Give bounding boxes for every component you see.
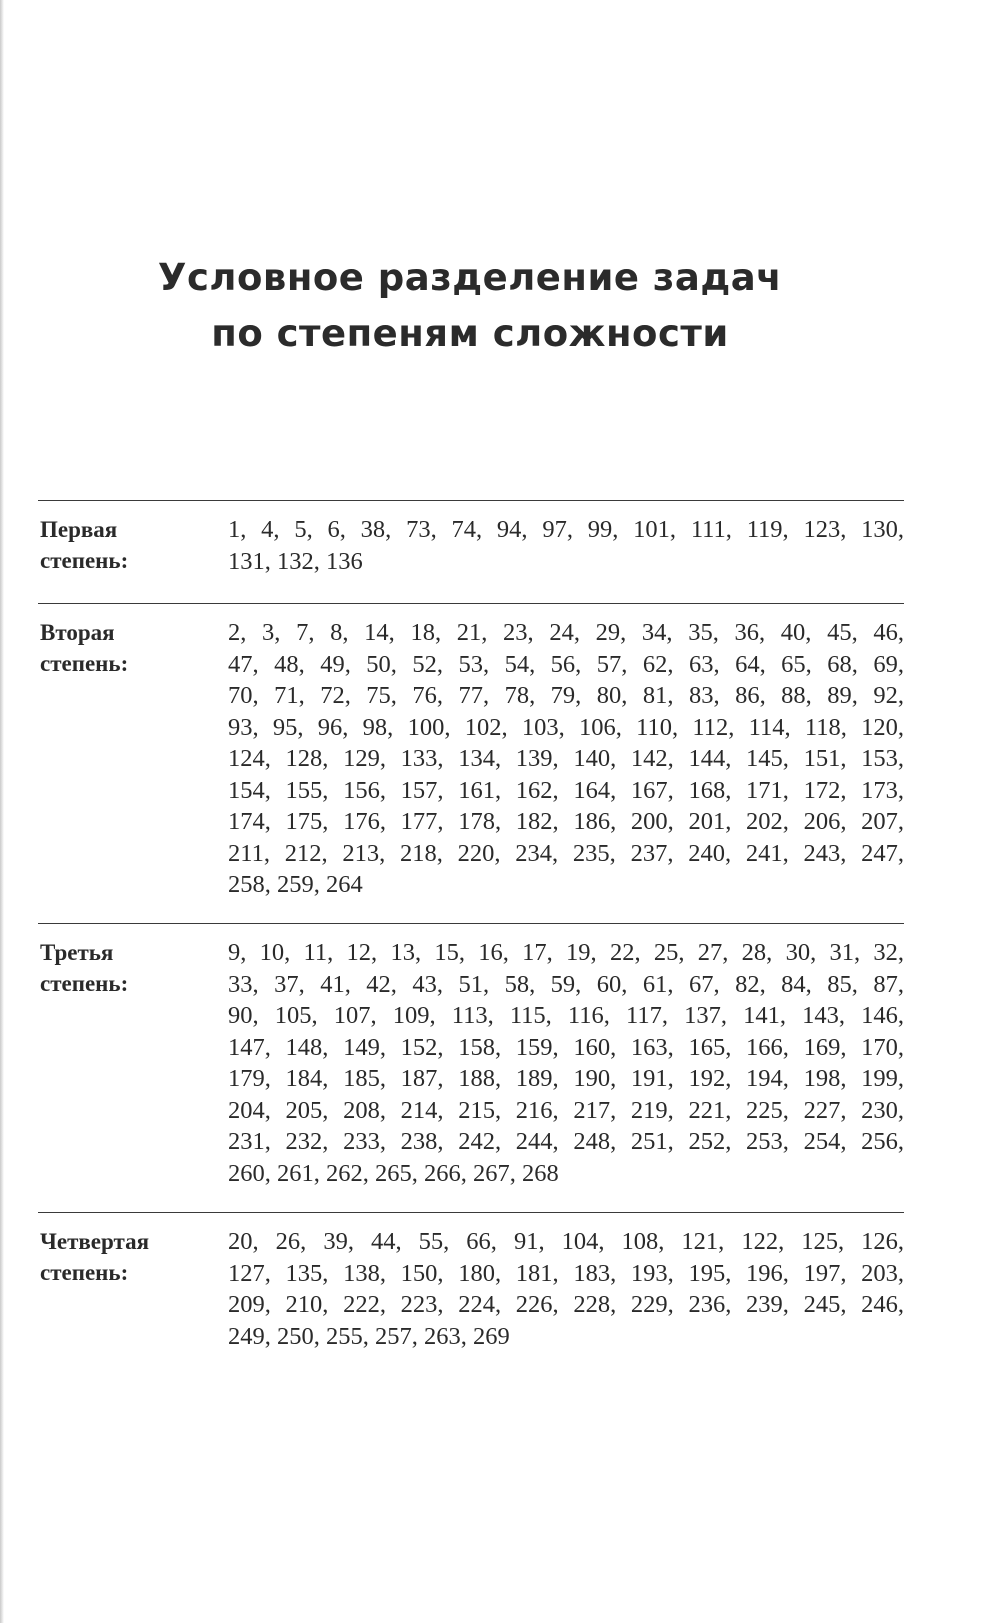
section-label [40, 514, 210, 576]
numbers-line: 231, 232, 233, 238, 242, 244, 248, 251, 252, 253, 254, 256, [228, 1128, 904, 1155]
numbers-line: 154, 155, 156, 157, 161, 162, 164, 167, 168, 171, 172, 173, [228, 776, 904, 804]
problem-numbers [228, 1226, 904, 1352]
numbers-line: 70, 71, 72, 75, 76, 77, 78, 79, 80, 81, 83, 86, 88, 89, 92, [228, 682, 904, 709]
section-label [40, 1226, 210, 1288]
section-divider [38, 603, 904, 604]
numbers-line: 9, 10, 11, 12, 13, 15, 16, 17, 19, 22, 25, 27, 28, 30, 31, 32, [228, 939, 904, 966]
page-edge-shadow [0, 0, 4, 1623]
section-divider [38, 923, 904, 924]
numbers-line: 1, 4, 5, 6, 38, 73, 74, 94, 97, 99, 101, 111, 119, 123, 130, [228, 516, 904, 543]
numbers-line: 211, 212, 213, 218, 220, 234, 235, 237, 240, 241, 243, 247, [228, 839, 904, 867]
section-divider [38, 500, 904, 501]
numbers-line: 47, 48, 49, 50, 52, 53, 54, 56, 57, 62, 63, 64, 65, 68, 69, [228, 650, 904, 678]
numbers-line: 127, 135, 138, 150, 180, 181, 183, 193, 195, 196, 197, 203, [228, 1259, 904, 1287]
section-label-line-2: степень: [40, 971, 129, 996]
section-label-line-1: Первая [40, 517, 118, 542]
numbers-line: 90, 105, 107, 109, 113, 115, 116, 117, 137, 141, 143, 146, [228, 1002, 904, 1029]
section-label-line-2: степень: [40, 651, 129, 676]
numbers-line: 93, 95, 96, 98, 100, 102, 103, 106, 110, 112, 114, 118, 120, [228, 713, 904, 741]
title-line-2: по степеням сложности [211, 312, 729, 355]
numbers-line: 147, 148, 149, 152, 158, 159, 160, 163, 165, 166, 169, 170, [228, 1033, 904, 1061]
numbers-line: 174, 175, 176, 177, 178, 182, 186, 200, 201, 202, 206, 207, [228, 808, 904, 835]
section-label-line-1: Третья [40, 940, 114, 965]
numbers-line: 20, 26, 39, 44, 55, 66, 91, 104, 108, 121, 122, 125, 126, [228, 1228, 904, 1255]
numbers-line: 33, 37, 41, 42, 43, 51, 58, 59, 60, 61, 67, 82, 84, 85, 87, [228, 970, 904, 998]
section-label [40, 617, 210, 679]
numbers-line: 249, 250, 255, 257, 263, 269 [228, 1322, 510, 1350]
numbers-line: 258, 259, 264 [228, 871, 363, 898]
page-title [0, 250, 940, 362]
problem-numbers [228, 514, 904, 577]
numbers-line: 131, 132, 136 [228, 547, 363, 575]
numbers-line: 209, 210, 222, 223, 224, 226, 228, 229, 236, 239, 245, 246, [228, 1291, 904, 1318]
problem-numbers [228, 617, 904, 901]
section-label-line-1: Вторая [40, 620, 115, 645]
numbers-line: 2, 3, 7, 8, 14, 18, 21, 23, 24, 29, 34, 35, 36, 40, 45, 46, [228, 619, 904, 646]
section-label-line-2: степень: [40, 548, 129, 573]
numbers-line: 124, 128, 129, 133, 134, 139, 140, 142, 144, 145, 151, 153, [228, 745, 904, 772]
section-label-line-1: Четвертая [40, 1229, 150, 1254]
problem-numbers [228, 937, 904, 1189]
numbers-line: 260, 261, 262, 265, 266, 267, 268 [228, 1159, 559, 1187]
section-divider [38, 1212, 904, 1213]
section-label-line-2: степень: [40, 1260, 129, 1285]
numbers-line: 204, 205, 208, 214, 215, 216, 217, 219, 221, 225, 227, 230, [228, 1096, 904, 1124]
title-line-1: Условное разделение задач [157, 256, 783, 299]
numbers-line: 179, 184, 185, 187, 188, 189, 190, 191, 192, 194, 198, 199, [228, 1065, 904, 1092]
section-label [40, 937, 210, 999]
